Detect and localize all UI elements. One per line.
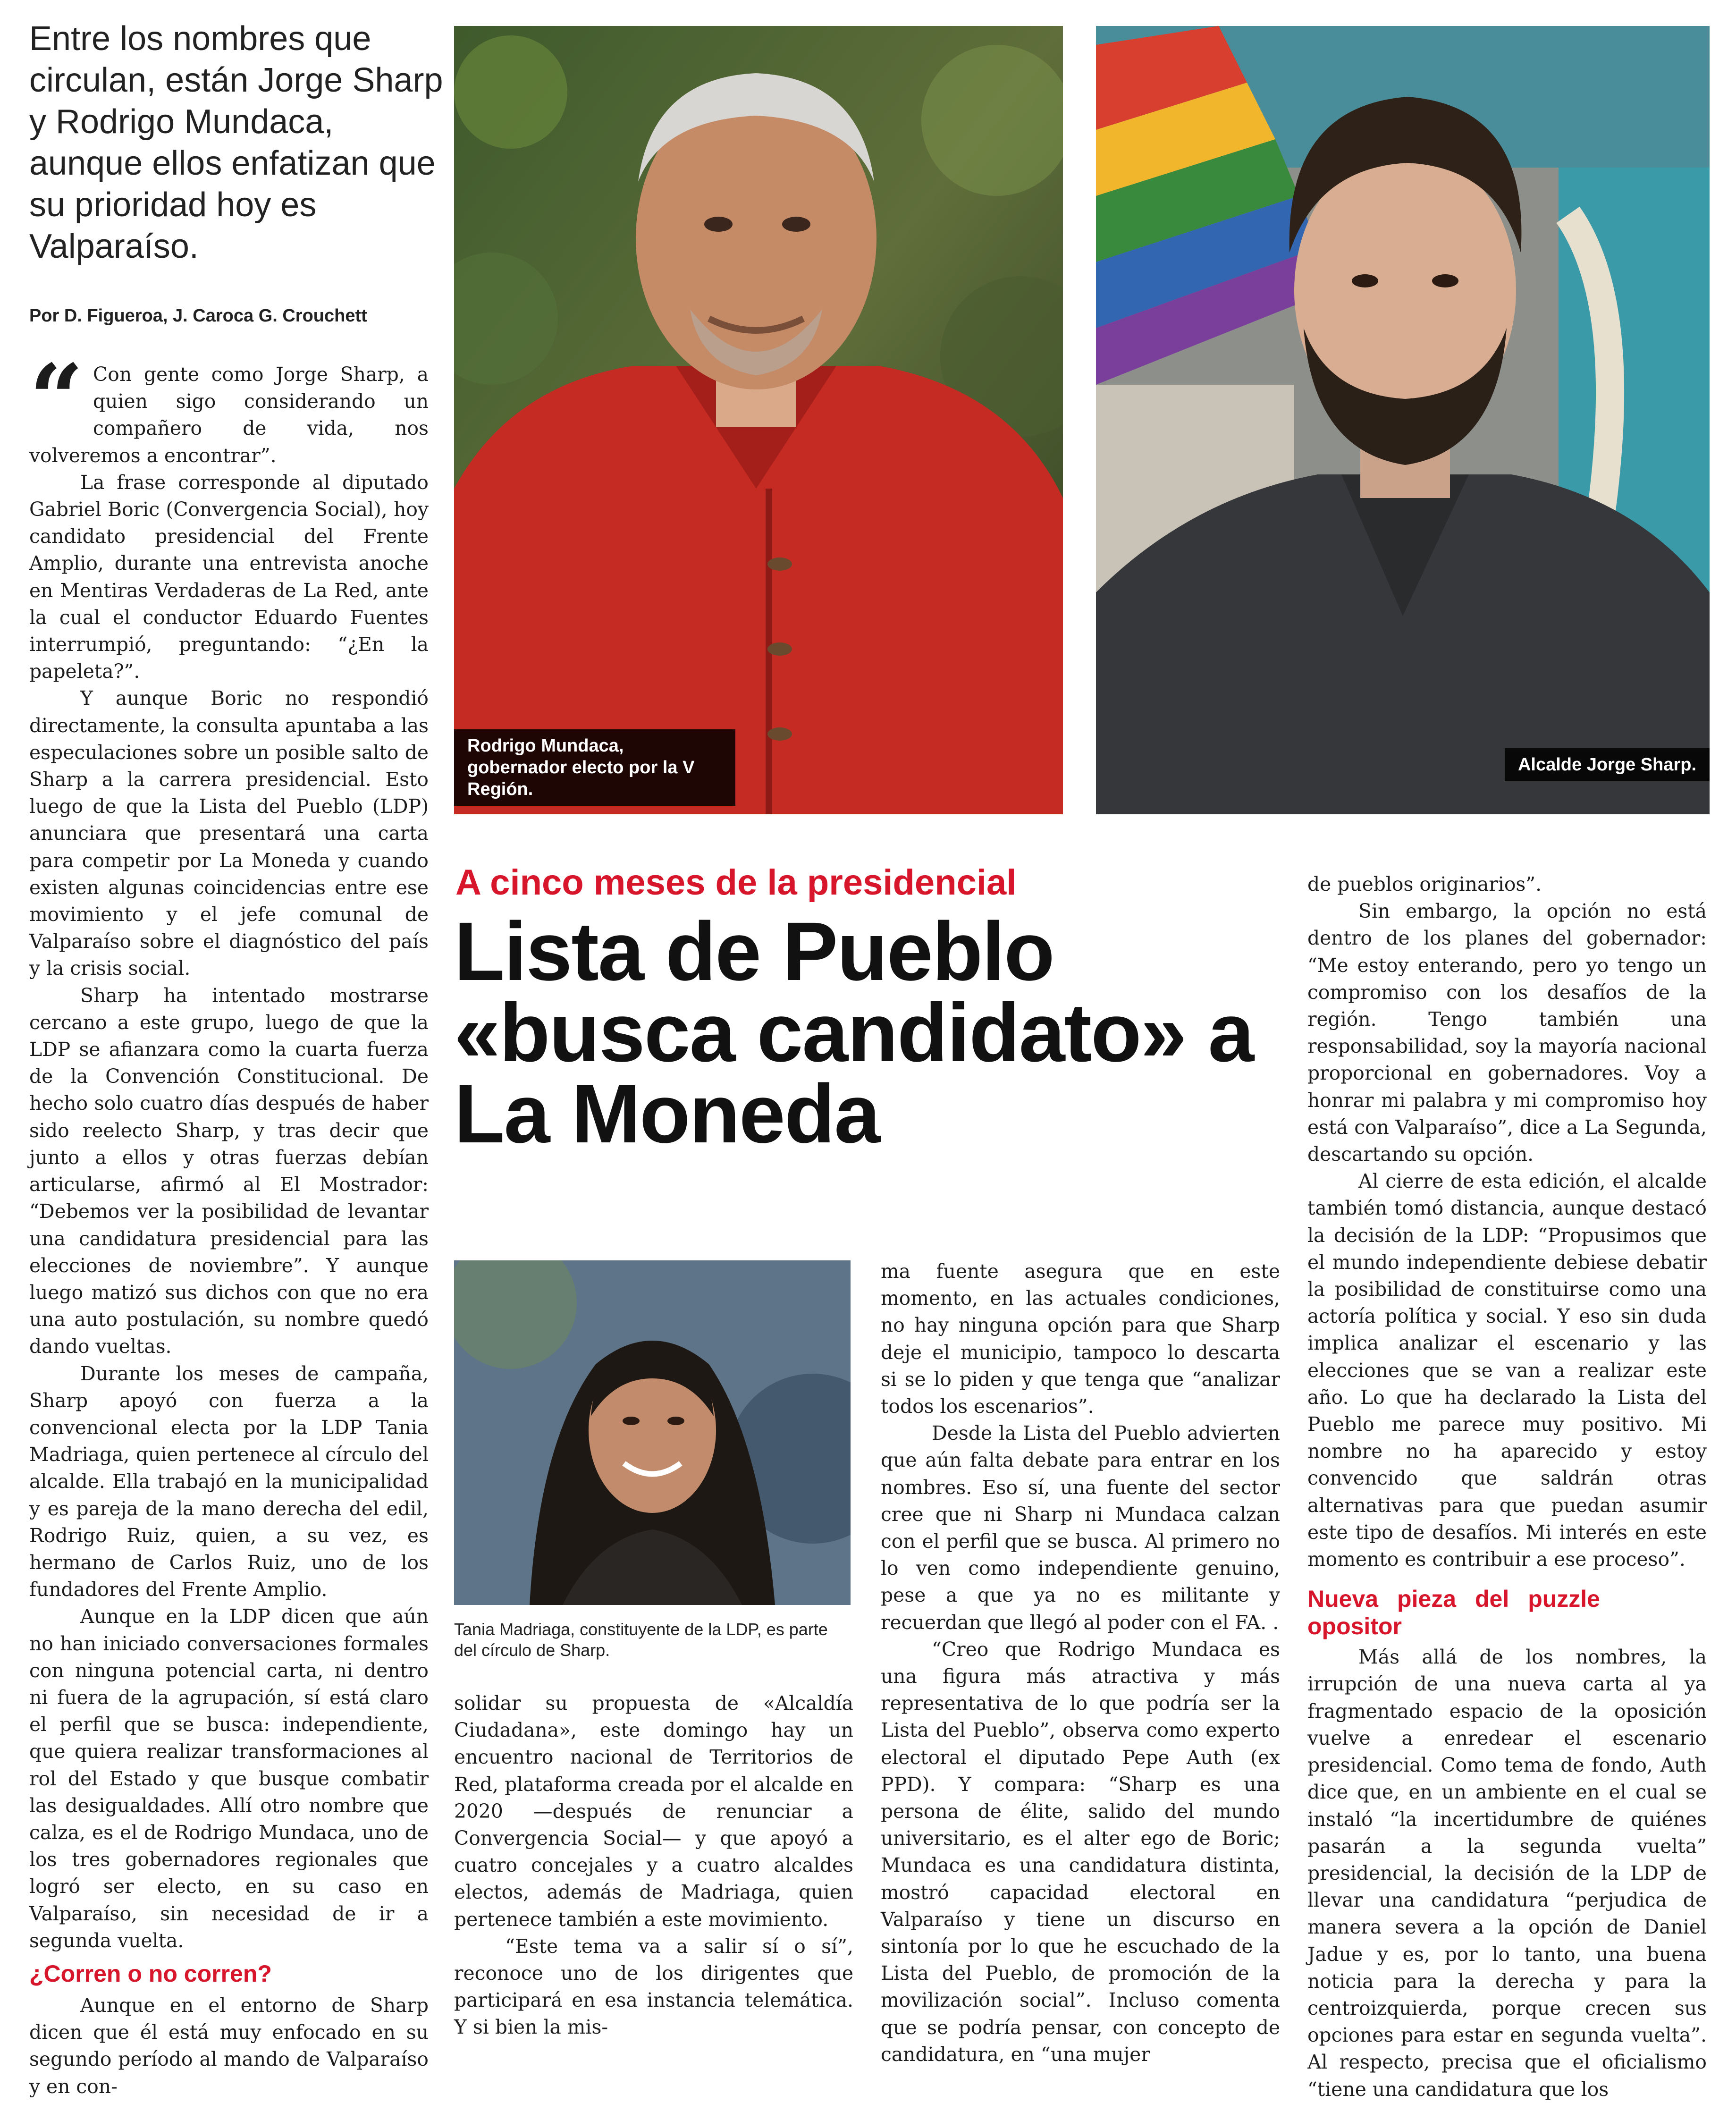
photo-rodrigo-mundaca [454,26,1063,814]
paragraph: Y aunque Boric no respondió directamente, la consulta apuntaba a las especulaciones sobre un posible salto de Sharp a la carrera presidencial. Esto luego de que la Lista del Pueblo (LDP) anunciara que presentará una carta para competir por La Moneda y cuando existen algunas coincidencias entre ese movimiento y el jefe comunal de Valparaíso sobre el diagnóstico del país y la crisis social. [29,687,429,980]
paragraph: La frase corresponde al diputado Gabriel Boric (Convergencia Social), hoy candidato presidencial del Frente Amplio, durante una entrevista anoche en Mentiras Verdaderas de La Red, ante la cual el conductor Eduardo Fuentes interrumpió, preguntando: “¿En la papeleta?”. [29,471,429,683]
article-deck: Entre los nombres que circulan, están Jorge Sharp y Rodrigo Mundaca, aunque ellos enfatizan que su prioridad hoy es Valparaíso. [29,20,443,265]
subheading: Nueva pieza del puzzle opositor [1307,1586,1600,1640]
article-column-2 [454,1690,853,2041]
article-column-1 [29,344,429,2100]
quote-mark-icon: “ [29,344,84,455]
photo-caption-madriaga: Tania Madriaga, constituyente de la LDP, es parte del círculo de Sharp. [454,1620,828,1660]
paragraph: Con gente como Jorge Sharp, a quien sigo considerando un compañero de vida, nos volveremos a encontrar”. [29,363,429,467]
paragraph: Aunque en el entorno de Sharp dicen que él está muy enfocado en su segundo período al mando de Valparaíso y en con- [29,1993,429,2098]
opening-quote-paragraph [29,344,429,469]
paragraph: Sin embargo, la opción no está dentro de los planes del gobernador: “Me estoy enterando, pero yo tengo un compromiso con los desafíos de la región. Tengo también una responsabilidad, soy la mayoría nacional proporcional en gobernadores. Voy a honrar mi palabra y mi compromiso hoy está con Valparaíso”, dice a La Segunda, descartando su opción. [1307,900,1707,1166]
article-column-3 [881,1258,1280,2068]
paragraph: solidar su propuesta de «Alcaldía Ciudadana», este domingo hay un encuentro nacional de Territorios de Red, plataforma creada por el alcalde en 2020 —después de renunciar a Convergencia Social— y que apoyó a cuatro concejales y a cuatro alcaldes electos, además de Madriaga, quien pertenece también a este movimiento. [454,1692,853,1931]
paragraph: “Creo que Rodrigo Mundaca es una figura más atractiva y más representativa de lo que podría ser la Lista del Pueblo”, observa como experto electoral el diputado Pepe Auth (ex PPD). Y compara: “Sharp es una persona de élite, salido del mundo universitario, es el alter ego de Boric; Mundaca es una candidatura distinta, mostró capacidad electoral en Valparaíso y tiene un discurso en sintonía por lo que he escuchado de la Lista del Pueblo, de promoción de la movilización social”. Incluso comenta que se podría pensar, con concepto de candidatura, en “una mujer [881,1638,1280,2066]
paragraph: Aunque en la LDP dicen que aún no han iniciado conversaciones formales con ninguna potencial carta, ni dentro ni fuera de la agrupación, sí está claro el perfil que se busca: independiente, que quiera realizar transformaciones al rol del Estado y que busque combatir las desigualdades. Allí otro nombre que calza, es el de Rodrigo Mundaca, uno de los tres gobernadores regionales que logró ser electo, en su caso en Valparaíso, sin necesidad de ir a segunda vuelta. [29,1605,429,1952]
subheading: ¿Corren o no corren? [29,1960,272,1987]
byline: Por D. Figueroa, J. Caroca G. Crouchett [29,306,367,326]
photo-caption-mundaca: Rodrigo Mundaca, gobernador electo por la V Región. [454,729,735,806]
paragraph: ma fuente asegura que en este momento, en las actuales condiciones, no hay ninguna opción para que Sharp deje el municipio, tampoco lo descarta si se lo piden y que tenga que “analizar todos los escenarios”. [881,1260,1280,1418]
photo-caption-sharp: Alcalde Jorge Sharp. [1505,748,1710,781]
article-column-4 [1307,871,1707,2103]
paragraph: Sharp ha intentado mostrarse cercano a este grupo, luego de que la LDP se afianzara como la cuarta fuerza de la Convención Constitucional. De hecho solo cuatro días después de haber sido reelecto Sharp, y tras decir que junto a ellos y otras fuerzas debían articularse, afirmó al El Mostrador: “Debemos ver la posibilidad de levantar una candidatura presidencial para las elecciones de noviembre”. Y aunque luego matizó sus dichos con que no era una auto postulación, su nombre quedó dando vueltas. [29,984,429,1358]
paragraph: Durante los meses de campaña, Sharp apoyó con fuerza a la convencional electa por la LDP Tania Madriaga, quien pertenece al círculo del alcalde. Ella trabajó en la municipalidad y es pareja de la mano derecha del edil, Rodrigo Ruiz, quien, a su vez, es hermano de Carlos Ruiz, uno de los fundadores del Frente Amplio. [29,1362,429,1601]
paragraph: “Este tema va a salir sí o sí”, reconoce uno de los dirigentes que participará en esa instancia telemática. Y si bien la mis- [454,1934,853,2039]
portrait-image [454,1260,851,1605]
kicker: A cinco meses de la presidencial [455,862,1017,903]
paragraph: de pueblos originarios”. [1307,873,1542,895]
paragraph: Desde la Lista del Pueblo advierten que aún falta debate para entrar en los nombres. Eso sí, una fuente del sector cree que ni Sharp ni Mundaca calzan con el perfil que se busca. Al primero no lo ven como independiente genuino, pese a que ya no es militante y recuerdan que llegó al poder con el FA. . [881,1422,1280,1634]
paragraph: Más allá de los nombres, la irrupción de una nueva carta al ya fragmentado espacio de la oposición vuelve a enredear el escenario presidencial. Como tema de fondo, Auth dice que, en un ambiente en el cual se instaló “la incertidumbre de quiénes pasarán a la segunda vuelta” presidencial, la decisión de la LDP de llevar una candidatura “perjudica de manera severa a la opción de Daniel Jadue y es, por lo tanto, una buena noticia para la derecha y para la centroizquierda, porque crecen sus opciones para estar en segunda vuelta”. Al respecto, precisa que el oficialismo “tiene una candidatura que los [1307,1646,1707,2101]
portrait-image [1096,26,1710,814]
photo-tania-madriaga [454,1260,851,1605]
portrait-image [454,26,1063,814]
headline: Lista de Pueblo «busca candidato» a La Moneda [454,905,1254,1160]
paragraph: Al cierre de esta edición, el alcalde también tomó distancia, aunque destacó la decisión de la LDP: “Propusimos que el mundo independiente debiese debatir la posibilidad de constituirse como una actoría política y social. Y eso sin duda implica analizar el escenario y las elecciones que se van a realizar este año. Lo que ha declarado la Lista del Pueblo me parece muy positivo. Mi nombre no ha aparecido y estoy convencido que saldrán otras alternativas para que puedan asumir este tipo de desafíos. Mi interés en este momento es contribuir a ese proceso”. [1307,1170,1707,1571]
photo-jorge-sharp [1096,26,1710,814]
